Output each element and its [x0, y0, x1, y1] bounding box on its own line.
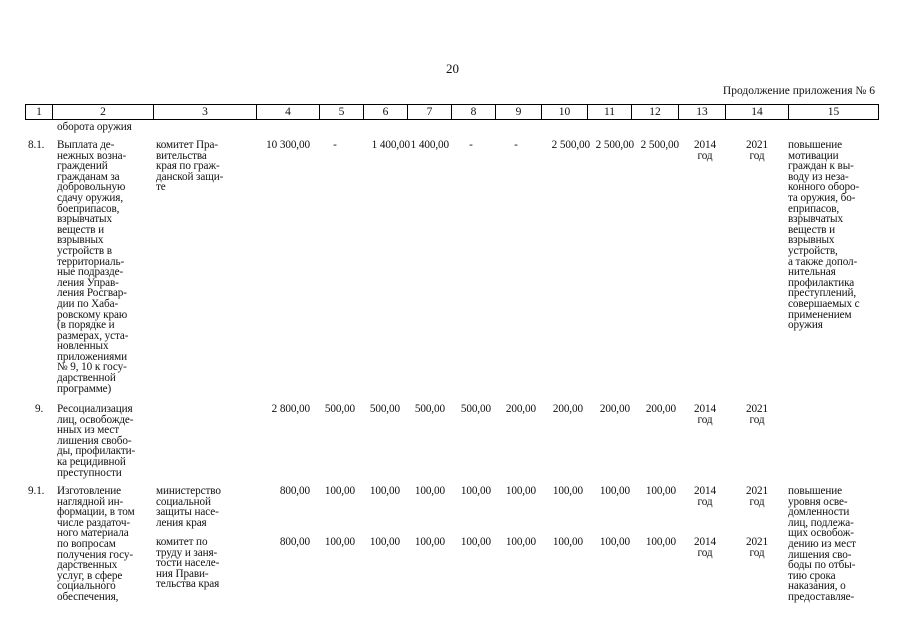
- amount-col5: -: [333, 139, 337, 151]
- amount-col12: 2 500,00: [640, 139, 679, 151]
- amount-col12: 200,00: [645, 403, 676, 415]
- amount-col6: 100,00: [369, 485, 400, 497]
- column-header: 12: [632, 105, 679, 120]
- row-number: 8.1.: [28, 139, 45, 151]
- amount-col10: 200,00: [552, 403, 583, 415]
- amount-col6: 100,00: [369, 536, 400, 548]
- executor: министерство социальной защиты насе- ления края: [156, 485, 221, 529]
- amount-col9: -: [514, 139, 518, 151]
- column-header: 13: [679, 105, 726, 120]
- start-year: 2014 год: [694, 536, 716, 559]
- end-year: 2021 год: [746, 485, 768, 508]
- total-amount: 10 300,00: [266, 139, 310, 151]
- amount-col10: 2 500,00: [551, 139, 590, 151]
- column-header: 2: [53, 105, 154, 120]
- start-year: 2014 год: [694, 403, 716, 426]
- expected-result: повышение мотивации граждан к вы- воду из неза- конного оборо- та оружия, бо- еприпасов, взрывчатых веществ и взрывных устройств, а также допол- нительная профилактика преступлений, совершаемых с применением оружия: [788, 139, 860, 332]
- start-year: 2014 год: [694, 139, 716, 162]
- column-header: 8: [452, 105, 496, 120]
- column-header-table: [25, 104, 879, 120]
- carryover-text: оборота оружия: [57, 121, 132, 133]
- amount-col11: 100,00: [599, 536, 630, 548]
- amount-col12: 100,00: [645, 536, 676, 548]
- end-year: 2021 год: [746, 139, 768, 162]
- executor: комитет Пра- вительства края по граж- данской защи- те: [156, 139, 224, 194]
- end-year: 2021 год: [746, 536, 768, 559]
- measure-name: Ресоциализация лиц, освобожде- нных из мест лишения свобо- ды, профилакти- ка рецидивной преступности: [57, 403, 136, 479]
- amount-col7: 100,00: [414, 536, 445, 548]
- column-header: 11: [588, 105, 632, 120]
- amount-col5: 500,00: [324, 403, 355, 415]
- total-amount: 800,00: [279, 485, 310, 497]
- total-amount: 2 800,00: [271, 403, 310, 415]
- amount-col5: 100,00: [324, 485, 355, 497]
- measure-name: Выплата де- нежных возна- граждений гражданам за добровольную сдачу оружия, боеприпасов, взрывчатых веществ и взрывных устройств в территориаль- ные подразде- ления Управ- ления Росгвар- дии по Хаба- ровскому краю (в порядке и размерах, уста- новленных приложениями № 9, 10 к госу- дарственной программе): [57, 139, 129, 395]
- column-header: 14: [726, 105, 789, 120]
- measure-name: Изготовление наглядной ин- формации, в том числе раздаточ- ного материала по вопросам получения госу- дарственных услуг, в сфере социального обеспечения,: [57, 485, 135, 603]
- column-header: 5: [320, 105, 364, 120]
- column-header: 10: [542, 105, 588, 120]
- continuation-label: Продолжение приложения № 6: [722, 85, 875, 97]
- amount-col7: 100,00: [414, 485, 445, 497]
- amount-col10: 100,00: [552, 485, 583, 497]
- end-year: 2021 год: [746, 403, 768, 426]
- amount-col8: 500,00: [460, 403, 491, 415]
- amount-col7: 1 400,00: [410, 139, 449, 151]
- amount-col9: 100,00: [505, 536, 536, 548]
- column-header: 1: [26, 105, 53, 120]
- amount-col10: 100,00: [552, 536, 583, 548]
- column-header: 15: [789, 105, 879, 120]
- column-header: 4: [257, 105, 320, 120]
- amount-col6: 500,00: [369, 403, 400, 415]
- amount-col6: 1 400,00: [371, 139, 410, 151]
- amount-col7: 500,00: [414, 403, 445, 415]
- page-number: 20: [446, 61, 459, 76]
- amount-col8: 100,00: [460, 536, 491, 548]
- column-header: 7: [408, 105, 452, 120]
- amount-col9: 100,00: [505, 485, 536, 497]
- row-number: 9.: [35, 403, 44, 415]
- start-year: 2014 год: [694, 485, 716, 508]
- expected-result: повышение уровня осве- домленности лиц, подлежа- щих освобож- дению из мест лишения сво- боды по отбы- тию срока наказания, о предоставляе-: [788, 485, 856, 603]
- amount-col11: 200,00: [599, 403, 630, 415]
- amount-col11: 100,00: [599, 485, 630, 497]
- amount-col5: 100,00: [324, 536, 355, 548]
- column-header: 9: [496, 105, 542, 120]
- row-number: 9.1.: [28, 485, 45, 497]
- amount-col8: -: [469, 139, 473, 151]
- amount-col12: 100,00: [645, 485, 676, 497]
- amount-col11: 2 500,00: [595, 139, 634, 151]
- amount-col9: 200,00: [505, 403, 536, 415]
- executor: комитет по труду и заня- тости населе- ния Прави- тельства края: [156, 536, 220, 591]
- total-amount: 800,00: [279, 536, 310, 548]
- column-header: 6: [364, 105, 408, 120]
- column-header: 3: [154, 105, 257, 120]
- amount-col8: 100,00: [460, 485, 491, 497]
